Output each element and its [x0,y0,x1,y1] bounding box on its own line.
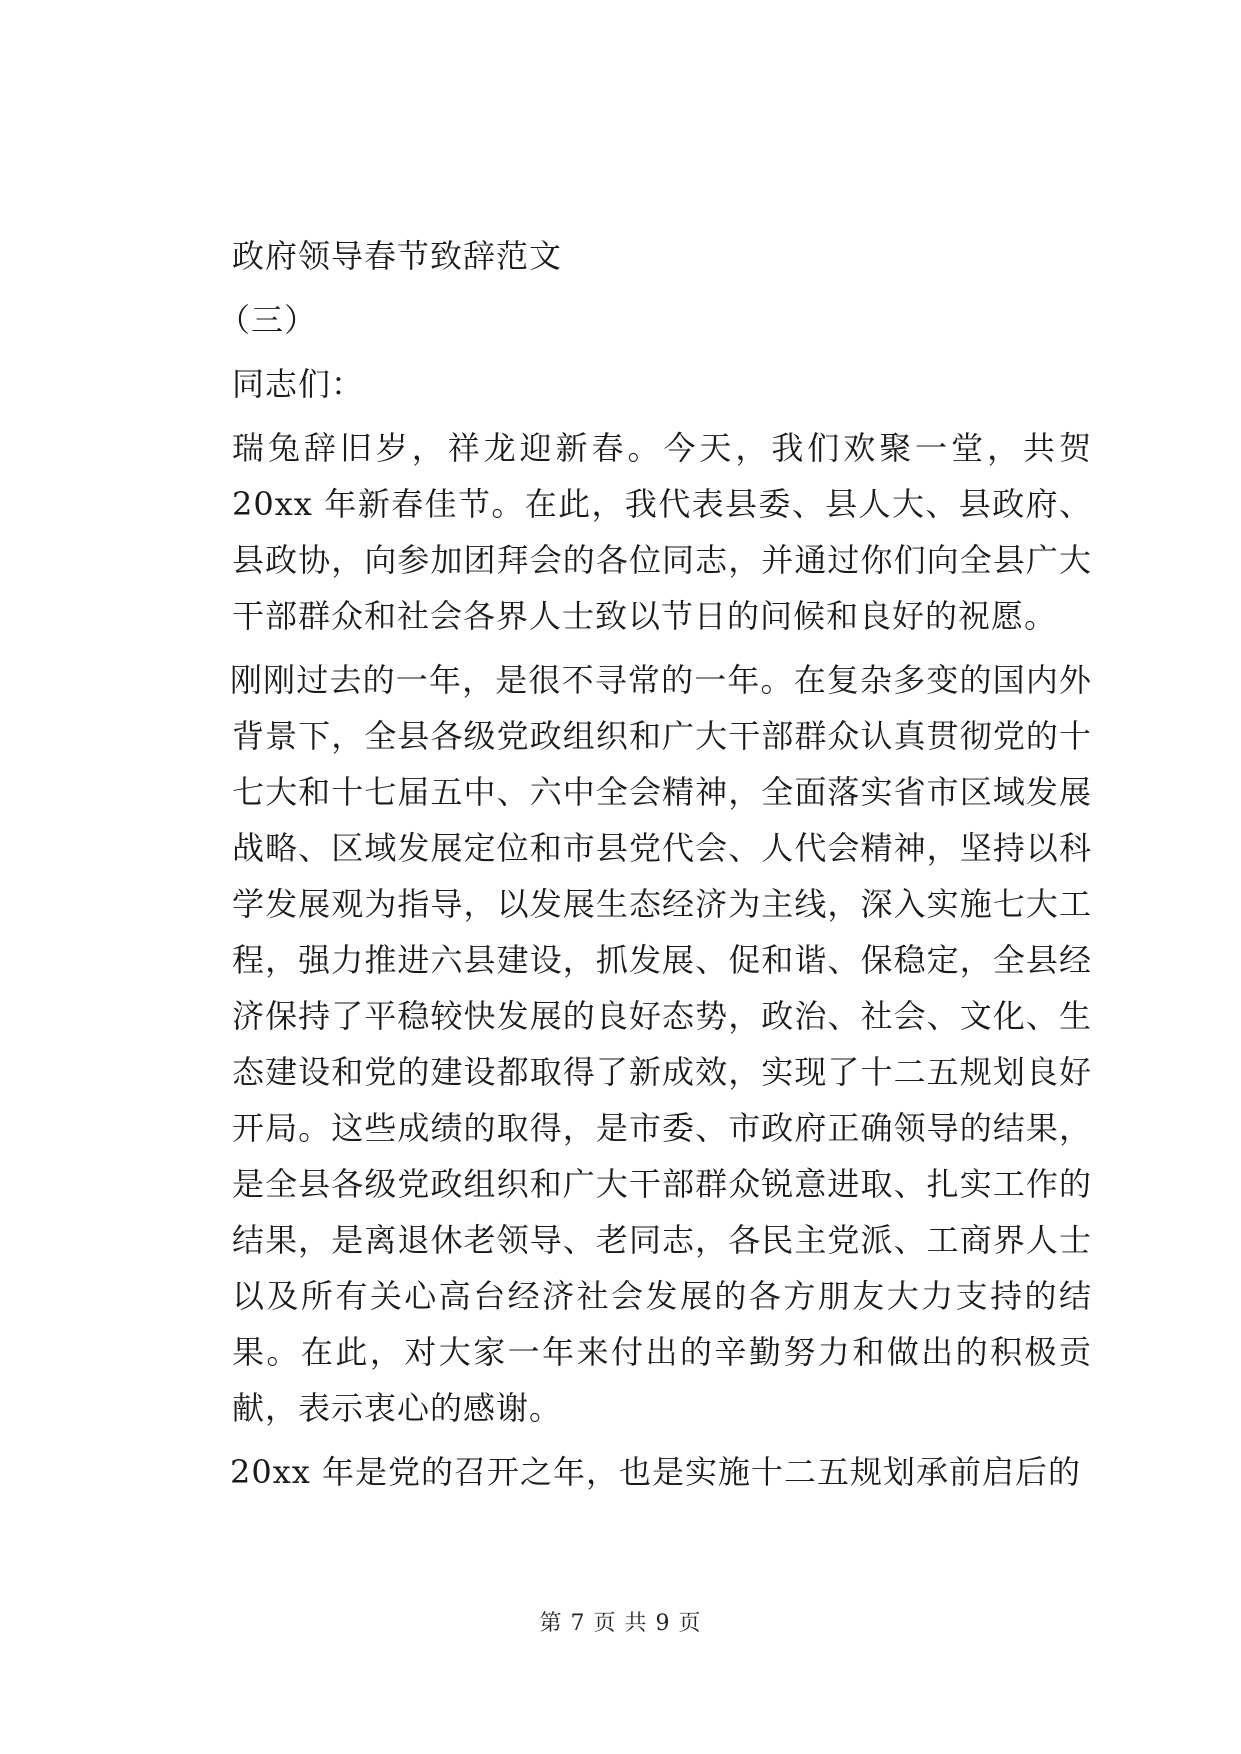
paragraph-3: 20xx 年是党的召开之年，也是实施十二五规划承前启后的 [230,1453,1081,1491]
document-subtitle: （三） [218,301,318,339]
paragraph-2: 刚刚过去的一年，是很不寻常的一年。在复杂多变的国内外背景下，全县各级党政组织和广大干部群众认真贯彻党的十七大和十七届五中、六中全会精神，全面落实省市区域发展战略、区域发展定位和市县党代会、人代会精神，坚持以科学发展观为指导，以发展生态经济为主线，深入实施七大工程，强力推进六县建设，抓发展、促和谐、保稳定，全县经济保持了平稳较快发展的良好态势，政治、社会、文化、生态建设和党的建设都取得了新成效，实现了十二五规划良好开局。这些成绩的取得，是市委、市政府正确领导的结果，是全县各级党政组织和广大干部群众锐意进取、扎实工作的结果，是离退休老领导、老同志，各民主党派、工商界人士以及所有关心高台经济社会发展的各方朋友大力支持的结果。在此，对大家一年来付出的辛勤努力和做出的积极贡献，表示衷心的感谢。 [230,661,1092,1427]
document-title: 政府领导春节致辞范文 [232,237,563,275]
salutation: 同志们： [232,365,365,403]
document-body [218,228,1092,1508]
paragraph-1: 瑞兔辞旧岁，祥龙迎新春。今天，我们欢聚一堂，共贺 20xx 年新春佳节。在此，我代表县委、县人大、县政府、县政协，向参加团拜会的各位同志，并通过你们向全县广大干部群众和社会各界人士致以节日的问候和良好的祝愿。 [232,429,1092,635]
page-number-footer: 第 7 页 共 9 页 [539,1611,702,1636]
